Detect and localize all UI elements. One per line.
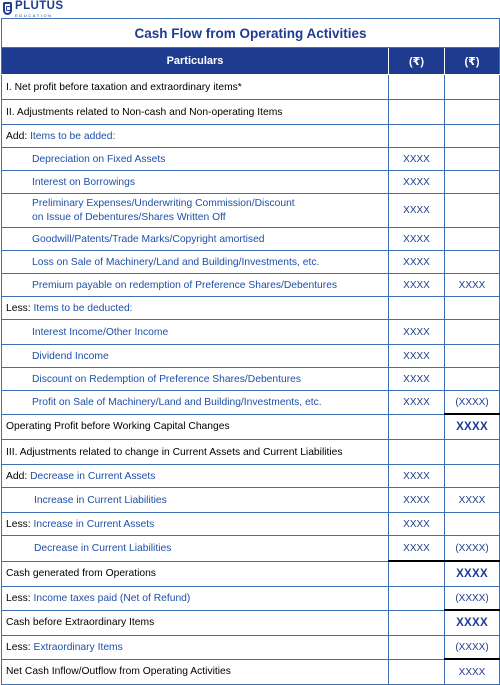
row-text: Items to be added: — [30, 130, 116, 142]
table-row — [2, 465, 500, 488]
table-row — [2, 274, 500, 297]
row-label: Goodwill/Patents/Trade Marks/Copyright amortised — [2, 228, 389, 251]
row-label: Cash generated from Operations — [2, 561, 389, 587]
row-label: Depreciation on Fixed Assets — [2, 148, 389, 171]
row-label: Operating Profit before Working Capital Changes — [2, 414, 389, 440]
row-amount-2 — [445, 171, 500, 194]
table-row — [2, 488, 500, 513]
row-amount-2 — [445, 251, 500, 274]
cash-flow-table — [1, 18, 500, 685]
row-label: Interest on Borrowings — [2, 171, 389, 194]
row-amount-1: XXXX — [389, 488, 445, 513]
row-amount-1: XXXX — [389, 345, 445, 368]
table-row — [2, 75, 500, 100]
table-row — [2, 100, 500, 125]
row-amount-1: XXXX — [389, 391, 445, 415]
row-text-line-1: Preliminary Expenses/Underwriting Commission/Discount — [32, 197, 295, 209]
table-row — [2, 513, 500, 536]
row-amount-1 — [389, 636, 445, 660]
row-amount-2 — [445, 75, 500, 100]
row-amount-2: XXXX — [445, 274, 500, 297]
row-label — [2, 513, 389, 536]
table-row — [2, 345, 500, 368]
row-amount-2: XXXX — [445, 414, 500, 440]
row-amount-1: XXXX — [389, 513, 445, 536]
row-prefix: Less: — [6, 641, 31, 653]
row-amount-1 — [389, 414, 445, 440]
table-row — [2, 391, 500, 415]
row-amount-2: XXXX — [445, 561, 500, 587]
row-amount-2: XXXX — [445, 488, 500, 513]
table-row — [2, 414, 500, 440]
row-amount-1: XXXX — [389, 320, 445, 345]
row-amount-1 — [389, 610, 445, 636]
row-amount-1: XXXX — [389, 465, 445, 488]
table-row — [2, 251, 500, 274]
brand-logo — [3, 1, 63, 18]
row-amount-2 — [445, 125, 500, 148]
row-label — [2, 587, 389, 611]
row-label: Premium payable on redemption of Preference Shares/Debentures — [2, 274, 389, 297]
row-amount-2 — [445, 100, 500, 125]
row-amount-1: XXXX — [389, 148, 445, 171]
table-row — [2, 320, 500, 345]
table-row — [2, 125, 500, 148]
row-label: Dividend Income — [2, 345, 389, 368]
row-amount-1 — [389, 75, 445, 100]
row-amount-1: XXXX — [389, 536, 445, 562]
row-amount-2 — [445, 513, 500, 536]
row-amount-1 — [389, 125, 445, 148]
row-amount-1 — [389, 440, 445, 465]
table-row — [2, 561, 500, 587]
logo-mark-icon — [3, 2, 12, 15]
row-amount-2: (XXXX) — [445, 636, 500, 660]
row-amount-1 — [389, 587, 445, 611]
row-amount-2 — [445, 228, 500, 251]
row-amount-2 — [445, 345, 500, 368]
row-label: Increase in Current Liabilities — [2, 488, 389, 513]
row-label: II. Adjustments related to Non-cash and Non-operating Items — [2, 100, 389, 125]
row-text: Increase in Current Assets — [33, 518, 155, 530]
row-label — [2, 636, 389, 660]
table-row — [2, 368, 500, 391]
table-row — [2, 171, 500, 194]
row-text-line-2: on Issue of Debentures/Shares Written Off — [32, 211, 226, 223]
row-amount-2 — [445, 440, 500, 465]
row-label: Net Cash Inflow/Outflow from Operating Activities — [2, 659, 389, 685]
row-amount-2 — [445, 297, 500, 320]
row-amount-2: (XXXX) — [445, 587, 500, 611]
row-label: Loss on Sale of Machinery/Land and Building/Investments, etc. — [2, 251, 389, 274]
row-amount-2: (XXXX) — [445, 536, 500, 562]
row-label: III. Adjustments related to change in Current Assets and Current Liabilities — [2, 440, 389, 465]
header-amount-col-1: (₹) — [389, 48, 445, 75]
row-amount-2: (XXXX) — [445, 391, 500, 415]
row-amount-1 — [389, 659, 445, 685]
header-particulars: Particulars — [2, 48, 389, 75]
row-amount-1: XXXX — [389, 251, 445, 274]
row-label: Decrease in Current Liabilities — [2, 536, 389, 562]
row-amount-2: XXXX — [445, 610, 500, 636]
row-amount-2 — [445, 194, 500, 228]
row-prefix: Less: — [6, 302, 31, 314]
title-row — [2, 19, 500, 48]
row-label: Interest Income/Other Income — [2, 320, 389, 345]
row-amount-2: XXXX — [445, 659, 500, 685]
table-row — [2, 440, 500, 465]
table-title: Cash Flow from Operating Activities — [2, 19, 500, 48]
table-row — [2, 610, 500, 636]
row-amount-1: XXXX — [389, 171, 445, 194]
row-amount-2 — [445, 465, 500, 488]
row-amount-1 — [389, 297, 445, 320]
row-amount-2 — [445, 320, 500, 345]
row-label — [2, 194, 389, 228]
table-row — [2, 659, 500, 685]
row-amount-1: XXXX — [389, 194, 445, 228]
logo-name: PLUTUS — [15, 0, 64, 12]
table-row — [2, 587, 500, 611]
header-row — [2, 48, 500, 75]
row-amount-1: XXXX — [389, 228, 445, 251]
row-label — [2, 125, 389, 148]
row-label — [2, 297, 389, 320]
row-amount-1: XXXX — [389, 274, 445, 297]
table-row — [2, 297, 500, 320]
row-prefix: Add: — [6, 470, 28, 482]
table-row — [2, 194, 500, 228]
logo-subtitle: EDUCATION — [15, 12, 53, 18]
row-amount-2 — [445, 368, 500, 391]
header-amount-col-2: (₹) — [445, 48, 500, 75]
table-row — [2, 228, 500, 251]
row-prefix: Add: — [6, 130, 28, 142]
row-label: Discount on Redemption of Preference Shares/Debentures — [2, 368, 389, 391]
row-amount-1 — [389, 100, 445, 125]
row-amount-2 — [445, 148, 500, 171]
row-text: Extraordinary Items — [33, 641, 123, 653]
row-text: Items to be deducted: — [33, 302, 133, 314]
row-amount-1: XXXX — [389, 368, 445, 391]
row-text: Decrease in Current Assets — [30, 470, 156, 482]
table-row — [2, 636, 500, 660]
row-prefix: Less: — [6, 518, 31, 530]
table-row — [2, 148, 500, 171]
row-amount-1 — [389, 561, 445, 587]
row-prefix: Less: — [6, 592, 31, 604]
row-label: I. Net profit before taxation and extraordinary items* — [2, 75, 389, 100]
row-label: Cash before Extraordinary Items — [2, 610, 389, 636]
table-row — [2, 536, 500, 562]
row-label: Profit on Sale of Machinery/Land and Building/Investments, etc. — [2, 391, 389, 415]
row-text: Income taxes paid (Net of Refund) — [33, 592, 191, 604]
row-label — [2, 465, 389, 488]
